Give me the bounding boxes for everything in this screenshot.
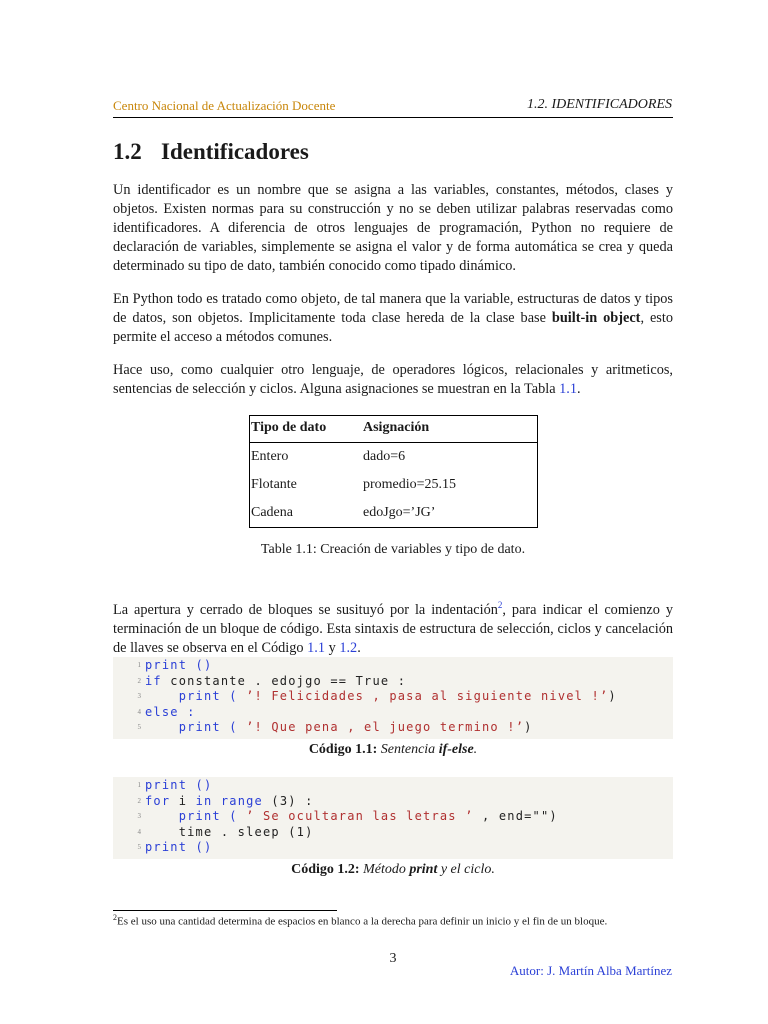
paragraph-3-text-b: . [577,381,581,397]
paragraph-1: Un identificador es un nombre que se asigna a las variables, constantes, métodos, clases y objetos. Existen normas para su construcción y no se deben utilizar palabras reservadas como identificadores. A diferencia de otros lenguajes de programación, Python no requiere de declaración de variables, simplemente se asigna el valor y de forma automática se crea y queda determinado su tipo de dato, también conocido como tipado dinámico. [113,182,673,274]
code-caption-2-keyword: print [409,862,438,877]
code-token: ) [608,689,617,703]
section-number: 1.2 [113,139,142,164]
code-token: print ( [145,720,247,734]
line-number: 4 [137,707,141,716]
paragraph-3-text-a: Hace uso, como cualquier otro lenguaje, de operadores lógicos, relacionales y aritmeticos, sentencias de selección y ciclos. Alguna asignaciones se muestran en la Tabla [113,362,673,397]
code-line [137,824,673,841]
table-header-cell: Tipo de dato [249,415,361,443]
code-caption-2-text: Método [359,862,410,877]
code-token: if [145,673,162,688]
table-row [249,471,538,499]
code-caption-2 [113,862,673,878]
code-caption-1-text: Sentencia [377,742,439,757]
footnote-ref[interactable]: 2 [497,600,503,610]
table-ref-link[interactable]: 1.1 [559,381,578,397]
code-line [137,793,673,810]
code-line [137,720,673,736]
table-cell: Entero [251,449,289,464]
running-header-right: 1.2. IDENTIFICADORES [526,97,672,112]
code-caption-1-label: Código 1.1: [308,742,378,757]
table-row [249,443,538,472]
code-block-2 [113,777,673,859]
code-token: ’! Que pena , el juego termino !’ [246,720,525,734]
line-number: 2 [137,676,141,685]
footnote-text: Es el uso una cantidad determina de espacios en blanco a la derecha para definir un inicio y el fin de un bloque. [117,915,608,928]
table-cell: Flotante [251,477,297,492]
table-caption: Table 1.1: Creación de variables y tipo de dato. [260,542,526,557]
line-number: 1 [137,781,141,789]
author-credit: Autor: J. Martín Alba Martínez [509,963,672,978]
code-token: print ( [145,689,247,703]
section-title-text: Identificadores [161,139,309,164]
code-line [137,840,673,856]
line-number: 4 [137,827,141,836]
code-caption-2-label: Código 1.2: [291,862,360,877]
code-token: in [195,793,213,808]
code-token: ’! Felicidades , pasa al siguiente nivel !’ [246,689,609,703]
page-number: 3 [389,951,397,966]
code-line [137,778,673,794]
paragraph-2-bold: built-in object [551,310,641,326]
code-token: ) [524,720,533,734]
code-token: ’ Se ocultaran las letras ’ [246,809,474,823]
code-caption-2-end: y el ciclo. [437,862,495,877]
table-row [249,499,538,527]
code-caption-1 [113,742,673,758]
data-type-table [249,415,538,527]
paragraph-4-text-c: . [357,639,361,656]
code-token: (3) : [262,793,314,808]
code-caption-1-end: . [473,742,478,757]
code-line [137,809,673,825]
paragraph-4-text-a: La apertura y cerrado de bloques se susituyó por la indentación [113,601,498,618]
line-number: 1 [137,661,141,669]
code-block-1 [113,657,673,739]
code-token: else : [145,704,196,719]
code-caption-1-keyword: if-else [438,742,474,757]
code-token [212,794,220,808]
code-ref-link-2[interactable]: 1.2 [339,639,358,656]
code-token: print () [145,840,213,854]
table-cell: promedio=25.15 [363,477,457,492]
paragraph-4-text-b: , para indicar el comienzo y terminación de un bloque de código. Esta sintaxis de estructura de selección, ciclos y cancelación de llaves se observa en el Código [113,601,673,656]
paragraph-4-text-mid: y [325,639,340,656]
footnote [113,913,693,928]
code-token: print () [145,778,213,792]
code-token: , end="") [473,809,558,823]
code-token: time . sleep (1) [145,824,314,839]
code-line [137,704,673,721]
code-line [137,689,673,705]
paragraph-4 [113,596,673,658]
header-rule [113,117,673,118]
line-number: 2 [137,796,141,805]
table-cell: dado=6 [363,449,406,464]
running-header-left: Centro Nacional de Actualización Docente [113,98,336,113]
code-line [137,673,673,690]
line-number: 3 [137,692,141,700]
footnote-rule [113,910,337,911]
footnote-mark: 2 [113,913,117,922]
table-header-row [249,415,538,443]
line-number: 3 [137,812,141,820]
code-token: i [170,793,196,808]
code-token: print () [145,658,213,672]
code-token: range [220,793,263,808]
paragraph-2-text-b: , esto permite el acceso a métodos comunes. [113,310,673,345]
paragraph-3 [113,361,673,399]
table-cell: edoJgo=’JG’ [363,505,436,520]
code-token: constante . edojgo == True : [161,673,407,688]
code-ref-link-1[interactable]: 1.1 [307,639,326,656]
table-header-cell: Asignación [361,415,538,443]
section-title [113,139,309,165]
code-line [137,658,673,674]
line-number: 5 [137,723,141,731]
code-token: for [145,793,171,808]
paragraph-2-text-a: En Python todo es tratado como objeto, de tal manera que la variable, estructuras de datos y tipos de datos, son objetos. Implicitamente toda clase hereda de la clase base [113,291,673,326]
table-cell: Cadena [251,505,293,520]
line-number: 5 [137,843,141,851]
code-token: print ( [145,809,247,823]
paragraph-2 [113,290,673,347]
